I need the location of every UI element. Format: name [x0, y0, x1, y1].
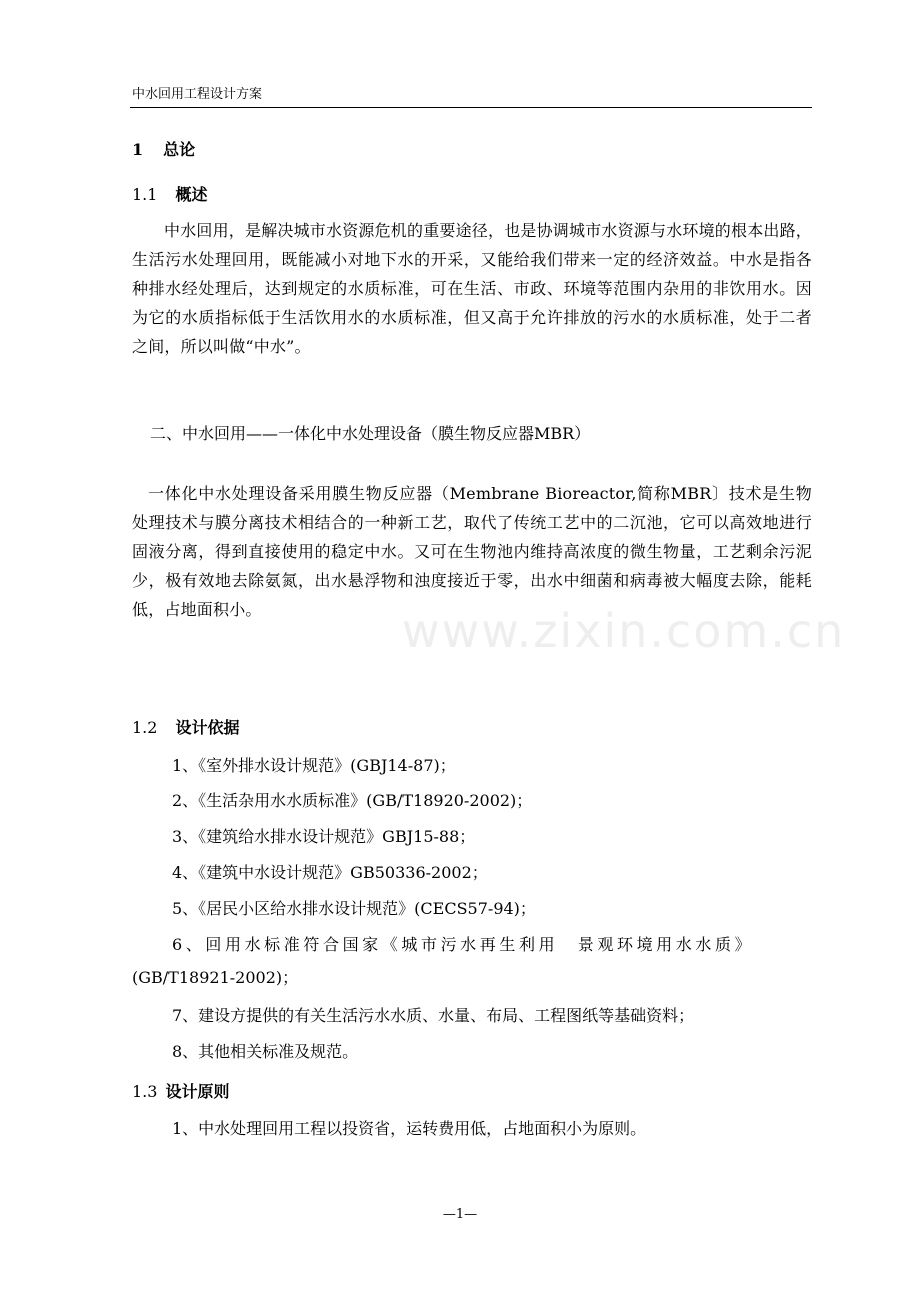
heading-1-3-title: 设计原则	[165, 1082, 230, 1101]
heading-1-title: 总论	[163, 140, 196, 159]
overview-paragraph: 中水回用，是解决城市水资源危机的重要途径，也是协调城市水资源与水环境的根本出路，生活污水处理回用，既能减小对地下水的开采，又能给我们带来一定的经济效益。中水是指各种排水经处理后，达到规定的水质标准，可在生活、市政、环境等范围内杂用的非饮用水。因为它的水质指标低于生活饮用水的水质标准，但又高于允许排放的污水的水质标准，处于二者之间，所以叫做“中水”。	[132, 221, 813, 356]
heading-1-2-title: 设计依据	[175, 718, 240, 737]
basis-item-continued: (GB/T18921-2002)；	[132, 968, 299, 987]
heading-1-1	[132, 184, 207, 206]
basis-item: 2、《生活杂用水水质标准》(GB/T18920-2002)；	[172, 791, 533, 810]
heading-1-3	[132, 1081, 229, 1103]
heading-1-2-number: 1.2	[132, 718, 158, 737]
header-rule	[130, 107, 812, 108]
basis-item: 3、《建筑给水排水设计规范》GBJ15-88；	[172, 827, 476, 846]
watermark: www.zixin.com.cn	[402, 604, 846, 658]
basis-item: 8、其他相关标准及规范。	[172, 1042, 359, 1061]
heading-1	[132, 139, 195, 161]
heading-1-3-number: 1.3	[132, 1082, 158, 1101]
basis-item: 1、《室外排水设计规范》(GBJ14-87)；	[172, 756, 456, 775]
basis-item: 6、回用水标准符合国家《城市污水再生利用 景观环境用水水质》	[172, 935, 755, 954]
heading-1-2	[132, 717, 239, 739]
heading-1-number: 1	[132, 140, 144, 159]
heading-1-1-title: 概述	[175, 185, 208, 204]
page-number: —1—	[442, 1207, 478, 1222]
basis-item: 5、《居民小区给水排水设计规范》(CECS57-94)；	[172, 899, 536, 918]
mbr-paragraph: 一体化中水处理设备采用膜生物反应器（Membrane Bioreactor,简称MBR〕技术是生物处理技术与膜分离技术相结合的一种新工艺，取代了传统工艺中的二沉池，它可以高效地进行固液分离，得到直接使用的稳定中水。又可在生物池内维持高浓度的微生物量，工艺剩余污泥少，极有效地去除氨氮，出水悬浮物和浊度接近于零，出水中细菌和病毒被大幅度去除，能耗低，占地面积小。	[132, 484, 812, 619]
basis-item: 7、建设方提供的有关生活污水水质、水量、布局、工程图纸等基础资料；	[172, 1006, 695, 1025]
basis-item: 4、《建筑中水设计规范》GB50336-2002；	[172, 863, 488, 882]
principle-item: 1、中水处理回用工程以投资省，运转费用低，占地面积小为原则。	[172, 1119, 647, 1138]
page-header: 中水回用工程设计方案	[132, 87, 263, 102]
section-2-title: 二、中水回用——一体化中水处理设备（膜生物反应器MBR）	[150, 424, 591, 443]
heading-1-1-number: 1.1	[132, 185, 158, 204]
